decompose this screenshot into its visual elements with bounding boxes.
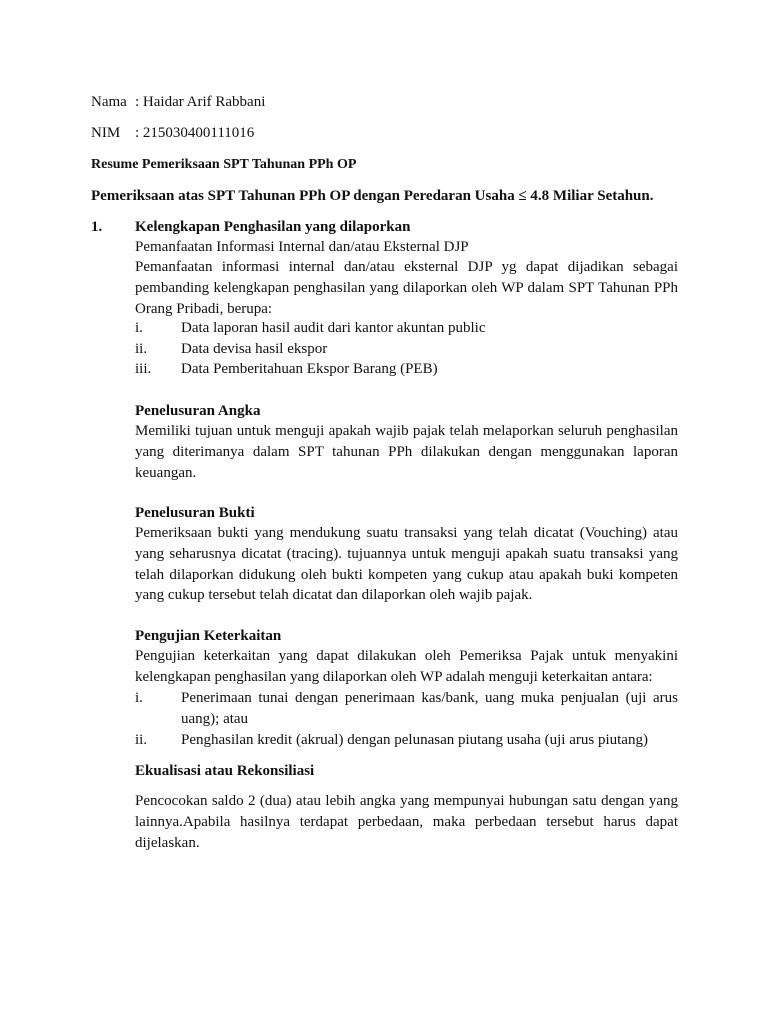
ekualisasi-heading: Ekualisasi atau Rekonsiliasi [135, 763, 315, 779]
section-1-number: 1. [91, 219, 103, 235]
list-item-number: ii. [135, 341, 148, 357]
ekualisasi-text: Pencocokan saldo 2 (dua) atau lebih angka yang mempunyai hubungan satu dengan yang lainnya.Apabila hasilnya terdapat perbedaan, maka perbedaan tersebut harus dapat dijelaskan. [135, 793, 678, 851]
nim-label: NIM [91, 125, 121, 141]
list-item-number: i. [135, 690, 143, 706]
section-1-subheading: Pemanfaatan Informasi Internal dan/atau Eksternal DJP [135, 239, 469, 255]
list-item-number: ii. [135, 732, 148, 748]
penelusuran-bukti-heading: Penelusuran Bukti [135, 505, 255, 521]
list-item-text: Data laporan hasil audit dari kantor akuntan public [181, 320, 486, 336]
list-item-number: i. [135, 320, 143, 336]
pengujian-keterkaitan-heading: Pengujian Keterkaitan [135, 628, 282, 644]
section-1-paragraph: Pemanfaatan informasi internal dan/atau eksternal DJP yg dapat dijadikan sebagai pembanding kelengkapan penghasilan yang dilaporkan oleh WP dalam SPT Tahunan PPh Orang Pribadi, berupa: [135, 259, 678, 317]
name-label: Nama [91, 94, 127, 110]
list-item-text: Data Pemberitahuan Ekspor Barang (PEB) [181, 361, 438, 377]
penelusuran-angka-heading: Penelusuran Angka [135, 403, 261, 419]
document-subtitle: Pemeriksaan atas SPT Tahunan PPh OP dengan Peredaran Usaha ≤ 4.8 Miliar Setahun. [91, 188, 654, 204]
list-item-text: Penerimaan tunai dengan penerimaan kas/bank, uang muka penjualan (uji arus uang); atau [181, 690, 678, 727]
list-item-text: Data devisa hasil ekspor [181, 341, 328, 357]
resume-title: Resume Pemeriksaan SPT Tahunan PPh OP [91, 157, 357, 172]
list-item-text: Penghasilan kredit (akrual) dengan pelunasan piutang usaha (uji arus piutang) [181, 732, 648, 748]
list-item-number: iii. [135, 361, 152, 377]
penelusuran-angka-text: Memiliki tujuan untuk menguji apakah wajib pajak telah melaporkan seluruh penghasilan yang diterimanya dalam SPT tahunan PPh dilakukan dengan menggunakan laporan keuangan. [135, 423, 678, 481]
nim-value: : 215030400111016 [135, 125, 255, 141]
section-1-heading: Kelengkapan Penghasilan yang dilaporkan [135, 219, 411, 235]
pengujian-keterkaitan-text: Pengujian keterkaitan yang dapat dilakukan oleh Pemeriksa Pajak untuk menyakini kelengkapan penghasilan yang dilaporkan oleh WP adalah menguji keterkaitan antara: [135, 648, 678, 685]
name-value: : Haidar Arif Rabbani [135, 94, 266, 110]
penelusuran-bukti-text: Pemeriksaan bukti yang mendukung suatu transaksi yang telah dicatat (Vouching) atau yang seharusnya dicatat (tracing). tujuannya untuk menguji apakah suatu transaksi yang telah dilaporkan didukung oleh bukti kompeten yang cukup atau apakah buki kompeten yang cukup tersebut telah dicatat dan dilaporkan oleh wajib pajak. [135, 525, 678, 604]
